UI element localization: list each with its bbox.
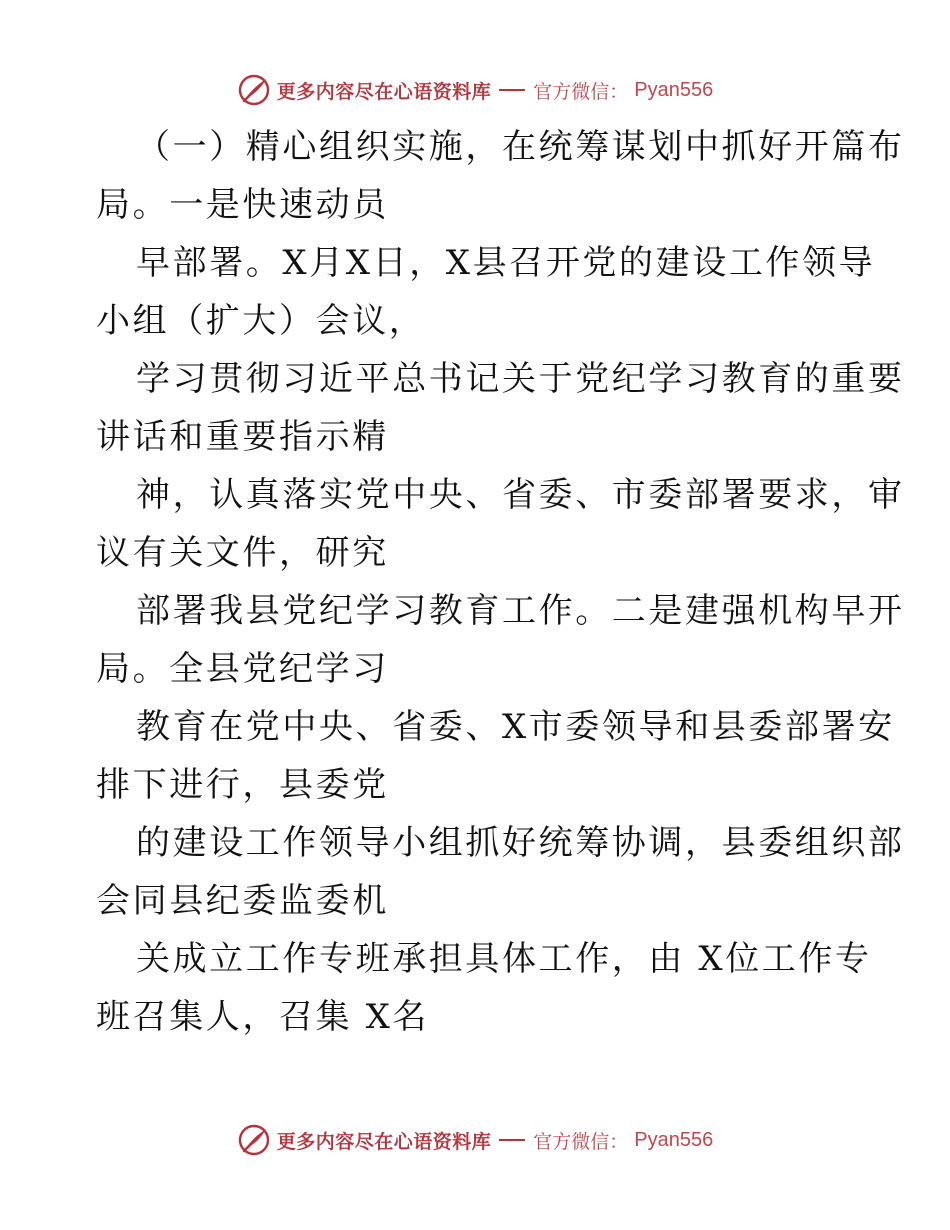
text-line: 神，认真落实党中央、省委、市委部署要求，审 bbox=[136, 475, 905, 515]
text-line: 教育在党中央、省委、X市委领导和县委部署安 bbox=[136, 707, 895, 747]
text-line: 局。一是快速动员 bbox=[96, 185, 389, 225]
header-watermark bbox=[0, 68, 950, 112]
watermark-wechat-label: 官方微信： bbox=[533, 80, 629, 103]
text-line: 早部署。X月X日，X县召开党的建设工作领导 bbox=[136, 243, 876, 283]
watermark-dash bbox=[499, 89, 525, 91]
text-line: 小组（扩大）会议， bbox=[96, 301, 426, 341]
text-line: 部署我县党纪学习教育工作。二是建强机构早开 bbox=[136, 591, 905, 631]
text-line: 的建设工作领导小组抓好统筹协调，县委组织部 bbox=[136, 823, 905, 863]
watermark-brand-text: 更多内容尽在心语资料库 bbox=[276, 1130, 492, 1153]
feather-pen-logo-icon bbox=[237, 73, 271, 107]
text-line: 讲话和重要指示精 bbox=[96, 417, 389, 457]
text-line: （一）精心组织实施，在统筹谋划中抓好开篇布 bbox=[136, 127, 905, 167]
document-body bbox=[96, 118, 905, 1046]
text-line: 局。全县党纪学习 bbox=[96, 649, 389, 689]
text-line: 学习贯彻习近平总书记关于党纪学习教育的重要 bbox=[136, 359, 905, 399]
text-line: 班召集人，召集 X名 bbox=[96, 997, 430, 1037]
watermark-wechat-label: 官方微信： bbox=[533, 1130, 629, 1153]
watermark-dash bbox=[499, 1139, 525, 1141]
text-line: 排下进行，县委党 bbox=[96, 765, 389, 805]
feather-pen-logo-icon bbox=[237, 1123, 271, 1157]
watermark-brand-text: 更多内容尽在心语资料库 bbox=[276, 80, 492, 103]
watermark-wechat-id: Pyan556 bbox=[634, 1128, 714, 1151]
watermark-wechat-id: Pyan556 bbox=[634, 78, 714, 101]
text-line: 会同县纪委监委机 bbox=[96, 881, 389, 921]
text-line: 关成立工作专班承担具体工作，由 X位工作专 bbox=[136, 939, 872, 979]
footer-watermark bbox=[0, 1118, 950, 1162]
text-line: 议有关文件，研究 bbox=[96, 533, 389, 573]
